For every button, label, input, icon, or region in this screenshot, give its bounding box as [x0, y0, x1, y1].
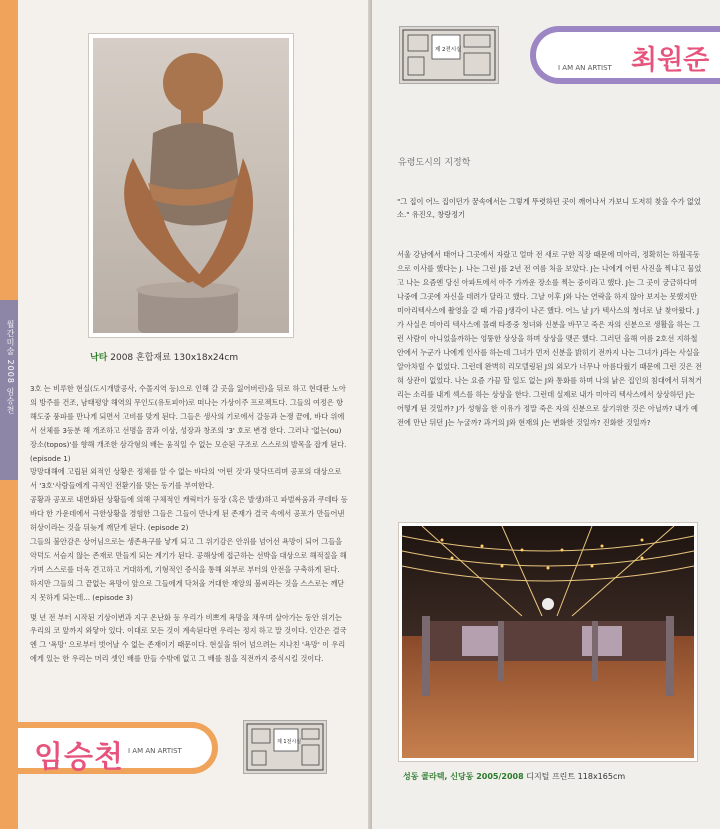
artist-name: 임승천	[34, 740, 124, 775]
dance-hall-title: 성동 콜라텍, 신당동 2005/2008	[403, 772, 524, 781]
map-label: 제 1전시실	[277, 739, 302, 745]
artist-name-badge-right	[530, 26, 720, 84]
floor-map-icon	[399, 26, 499, 84]
spine-text: 월간미술 2008 임승천	[6, 320, 15, 415]
map-label: 제 2전시실	[435, 47, 462, 53]
paragraph: 그들의 불안감은 상어님으로는 생존욕구를 낳게 되고 그 위기감은 안위를 넘어선 욕망이 되어 그들을 악덕도 서슴지 않는 존재로 만들게 되는 계기가 된다. 공해상에 접근하는 선박을 대상으로 해적질을 해가며 스스로를 더욱 견고하고 거대하게, 기형적인 증식을 통해 외부로 부터의 안전을 구축하게 된다. 하지만 그들의 그 끝없는 욕망이 앞으로 그들에게 닥쳐올 거대한 재앙의 불씨라는 것을 스스로는 깨닫지 못하게 되는데... (episode 3)	[30, 536, 347, 602]
sculpture-photo	[88, 33, 294, 338]
sculpture-caption	[90, 350, 238, 363]
artist-name: 최원준	[631, 45, 710, 76]
artist-name-badge-left	[18, 722, 218, 774]
sculpture-details: 2008 혼합재료 130x18x24cm	[107, 353, 239, 363]
sculpture-title: 낙타	[90, 353, 108, 363]
dance-hall-caption	[403, 771, 625, 782]
article-quote: "그 집이 어느 집이던가 꿈속에서는 그렇게 뚜렷하던 곳이 깨어나서 가보니 도저히 찾을 수가 없었소." 유진오, 창랑정기	[397, 197, 701, 219]
article-title: 유령도시의 지정학	[398, 158, 471, 168]
dance-hall-photo	[398, 522, 698, 762]
paragraph: 공황과 공포로 내면화된 상황들에 의해 구체적인 캐릭터가 등장 (혹은 발생)하고 파벌싸움과 쿠데타 등 바다 한 가운데에서 극한상황을 경험한 그들은 그들이 만나게 된 존재가 결국 속에서 공포가 만들어낸 허상이라는 것을 뒤늦게 깨닫게 된다. (episode 2)	[30, 495, 348, 533]
artist-subtitle: I AM AN ARTIST	[558, 64, 612, 72]
paragraph: 몇 년 전 부터 시작된 기상이변과 지구 온난화 등 우리가 비쁘게 욕망을 채우며 살아가는 동안 위기는 우리의 코 앞까지 와닿아 있다. 이대로 모든 것이 계속된다면 우리는 정지 하고 말 것이다. 인간은 결국엔 그 '욕망' 으로부터 벗어날 수 없는 존재이기 때문이다. 현실을 뛰어 넘으려는 지나친 '욕망' 이 우리에게 있는 한 우리는 머리 셋인 배를 만들 수밖에 없고 그 배를 침을 직전까지 증식시킬 것이다.	[30, 612, 347, 664]
dance-hall-image	[402, 526, 694, 758]
artist-subtitle: I AM AN ARTIST	[128, 747, 182, 755]
sculpture-image	[93, 38, 289, 333]
left-body-text	[30, 382, 348, 666]
floor-map-icon	[243, 720, 327, 774]
paragraph: 망망대해에 고립된 외적인 상황은 정체를 알 수 없는 바다의 '어떤 것'과 맞닥뜨리며 공포의 대상으로서 '3호'사람들에게 극적인 전환기를 맞는 동기를 부여한다.	[30, 467, 342, 491]
paragraph: 3호 는 비루한 현실(도시개발공사, 수몰지역 등)으로 인해 갈 곳을 잃어버린)을 뒤로 하고 현대판 노아의 방주를 건조, 남태평양 해역의 무인도(유토피아)로 떠나는 가상이주 프로젝트다. 그들의 여정은 항해도중 풍파를 만나게 되면서 고비를 맞게 된다. 그들은 생사의 기로에서 갈등과 논쟁 끝에, 바다 위에서 선체를 3등분 해 개조하고 선명을 꿈과 이상, 성장과 창조의 '3' 호로 변경 한다. 그러나 '없는(ou) 장소(topos)'를 향해 개조한 삼각형의 배는 움직일 수 없는 모순된 구조로 스스로의 발목을 잡게 된다. (episode 1)	[30, 384, 347, 463]
dance-hall-details: 디지털 프린트 118x165cm	[523, 772, 626, 781]
right-body-text: 서울 강남에서 태어나 그곳에서 자랐고 얼마 전 새로 구한 직장 때문에 미아리, 정확히는 하월곡동으로 이사를 했다는 J. 나는 그런 J를 2년 전 여름 처음 보았다. J는 나에게 어떤 사진을 찍냐고 물었고 나는 요즘엔 당신 아파트에서 아주 가까운 장소를 찍는 중이라고 했다. J는 그 곳이 궁금하다며 나중에 그곳에 자신을 데려가 달라고 했다. 그날 이후 J와 나는 연락을 하지 않아 보지는 못했지만 미아리텍사스에 촬영을 갈 때 가끔 J생각이 나곤 했다. 어느 날 J가 텍사스의 청녀로 날 찾아왔다. J가 사실은 미아리 텍사스에 몰래 타종중 청녀와 신분을 바꾸고 죽은 자의 신분으로 생활을 하는 그런 사람이 아니었을까하는 엉뚱한 상상을 하며 상상을 맺곤 했다. 그러던 올해 여름 2호선 지하철 안에서 누군가 나에게 인사를 하는데 그녀가 먼저 신분을 밝히기 전까지 나는 그녀가 J라는 사실을 알아차릴 수 없었다. 그런데 완벽히 리모델링된 J의 외모가 너무나 아름다웠기 때문에 그런 것은 전혀 상관이 없었다. 나는 요즘 가끔 할 일도 없는 J와 통화를 하며 나의 낡은 집인의 침대에서 뒤척거리는 소리를 내게 섹스를 하는 상상을 한다. 그런데 실제로 내가 미아리 텍사스에서 상상하던 J는 어떻게 된 것일까? J가 성형을 한 이유가 정말 죽은 자의 신분으로 살기위한 것은 아닐까? 내가 예전에 만난 뒤던 J는 누굴까? 과거의 J와 현재의 J는 변화한 것일까? 진화한 것일까?	[397, 250, 702, 427]
